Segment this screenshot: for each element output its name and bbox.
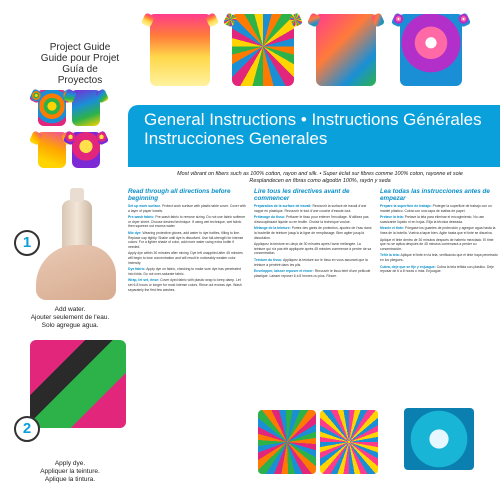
instructions-banner	[128, 105, 500, 167]
project-guide-title	[40, 42, 120, 86]
step-2-line1: Apply dye.	[54, 460, 86, 467]
tiedye-swatch-photo	[258, 410, 316, 474]
tiedye-swatch-photo	[404, 408, 474, 470]
step-2-line2: Appliquer la teinture.	[40, 468, 100, 475]
paragraph: Cubra, deje que se fije y enjuague: Cubra la tela teñida con plástico. Deje reposar de 6 a 8 horas o más. Enjuague.	[380, 264, 494, 274]
paragraph: Préparation de la surface de travail: Recouvrir la surface de travail d'une nappe en plastique. Recouvrir le tout d'une couche d'essuie-tout.	[254, 204, 367, 213]
step-2-caption	[30, 460, 110, 484]
paragraph: Mezcle el tinte: Póngase los guantes de protección y agregue agua hasta la línea de la botella. Vuelva a tapar bien. Agite hasta que el tinte se disuelva.	[380, 226, 496, 235]
instructions-column-en	[128, 188, 246, 294]
instructions-column-es	[380, 188, 498, 276]
paragraph: Prelave la tela: Prelave la tela para eliminar el encogimiento. No use suavizante líquido ni en hojas. Elija la técnica deseada.	[380, 215, 485, 224]
tiedye-shirt-photo	[72, 132, 100, 168]
step-1-caption	[30, 306, 110, 330]
paragraph: Teñir la tela: Aplique el tinte en la tela, verificando que el tinte haya penetrado en los pliegues.	[380, 253, 498, 262]
step-1-line3: Solo agregue agua.	[41, 322, 99, 329]
column-heading: Lea todas las instrucciones antes de empezar	[380, 188, 490, 202]
paragraph: Aplique el tinte dentro de 30 minutos después de haberlo mezclado. El tinte que no se aplica después de 45 minutos comenzará a perder su concentración.	[380, 237, 494, 251]
paragraph: Dye fabric: Apply dye on fabric, checking to make sure dye has penetrated into folds. Do not over-saturate fabric.	[128, 267, 241, 276]
bottle-cap	[70, 188, 84, 202]
column-heading: Read through all directions before beginning	[128, 188, 231, 202]
step-1-line2: Ajouter seulement de l'eau.	[30, 314, 110, 321]
tiedye-swatch-photo	[320, 410, 378, 474]
paragraph: Prélavage du tissu: Prélaver le tissu pour enlever l'encollage. N'utilisez pas d'assouplissant liquide ou en feuille. Choisir la technique voulue.	[254, 215, 369, 224]
paragraph: Set up work surface. Protect work surface with plastic table cover. Cover with a layer of paper towels.	[128, 204, 246, 213]
instructions-column-fr	[254, 188, 372, 280]
project-guide-es: Guía de Proyectos	[57, 64, 103, 86]
tiedye-shirt-photo	[316, 14, 376, 86]
paragraph: Apply dye within 30 minutes after mixing. Dye left unapplied after 45 minutes will begin to lose concentration and will result in noticeably weaker color intensity.	[128, 251, 243, 265]
tiedye-shirt-photo	[38, 90, 66, 126]
fiber-subtitle-line1: Most vibrant on fibers such as 100% cotton, rayon and silk. • Super éclat sur fibres comme 100% coton, rayonne et soie	[177, 171, 463, 177]
tiedye-shirt-photo	[150, 14, 210, 86]
column-heading: Lire tous les directives avant de commencer	[254, 188, 350, 202]
project-guide-en: Project Guide	[49, 42, 111, 53]
paragraph: Mélange de la teinture: Portez des gants de protection, ajoutez de l'eau dans la bouteille de teinture jusqu'à la ligne de remplissage. Bien agiter jusqu'à dissolution.	[254, 226, 372, 240]
dye-application-photo	[30, 340, 126, 428]
paragraph: Mix dye: Wearing protective gloves, add water to dye bottles, filling to line. Replace cap tightly. Shake until dye is dissolved. Use full-strength for intense colors. For a lighter shade of color, add more water using extra bottle if needed.	[128, 230, 244, 249]
fiber-subtitle	[150, 171, 490, 185]
fiber-subtitle-line2: Resplandecen en fibras como algodón 100%, rayón y seda	[249, 178, 391, 184]
paragraph: Envelopper, laisser reposer et rincer: Recouvrir le tissu teint d'une pellicule plastique. Laisser reposer 6 à 8 heures ou plus. Rincer.	[254, 269, 371, 278]
step-2-badge: 2	[14, 416, 40, 442]
paragraph: Prepare la superficie de trabajo: Proteger la superficie de trabajo con un mantel plástico. Cubra con una capa de toallas de papel.	[380, 204, 492, 213]
banner-title-line1: General Instructions • Instructions Générales	[144, 110, 482, 129]
tiedye-shirt-photo	[232, 14, 294, 86]
paragraph: Appliquez la teinture en-deçà de 30 minutes après l'avoir mélangée. La teinture qui n'a pas été appliquée après 45 minutes commence à perdre de sa concentration.	[254, 242, 372, 256]
tiedye-shirt-photo	[400, 14, 462, 86]
tiedye-shirt-photo	[38, 132, 66, 168]
hand-photo	[36, 245, 116, 300]
paragraph: Teinture du tissu: Appliquez la teinture sur le tissu en vous assurant que la teinture a pénétré dans les plis.	[254, 257, 368, 267]
project-guide-fr: Guide pour Projet	[40, 53, 120, 64]
step-1-line1: Add water.	[54, 306, 86, 313]
paragraph: Wrap, let set, rinse: Cover dyed fabric with plastic wrap to keep damp. Let set 6-8 hours or longer for most intense colors. Rinse out excess dye. Wash separately the first few washes.	[128, 278, 242, 292]
step-1-badge: 1	[14, 230, 40, 256]
tiedye-shirt-photo	[72, 90, 100, 126]
step-2-line3: Aplique la tintura.	[44, 476, 96, 483]
paragraph: Pre-wash fabric: Pre-wash fabric to remove sizing. Do not use fabric softener or dryer sheet. Choose desired technique. If using wet technique, wet fabric then squeeze out excess water.	[128, 215, 246, 229]
banner-title-line2: Instrucciones Generales	[144, 129, 328, 148]
